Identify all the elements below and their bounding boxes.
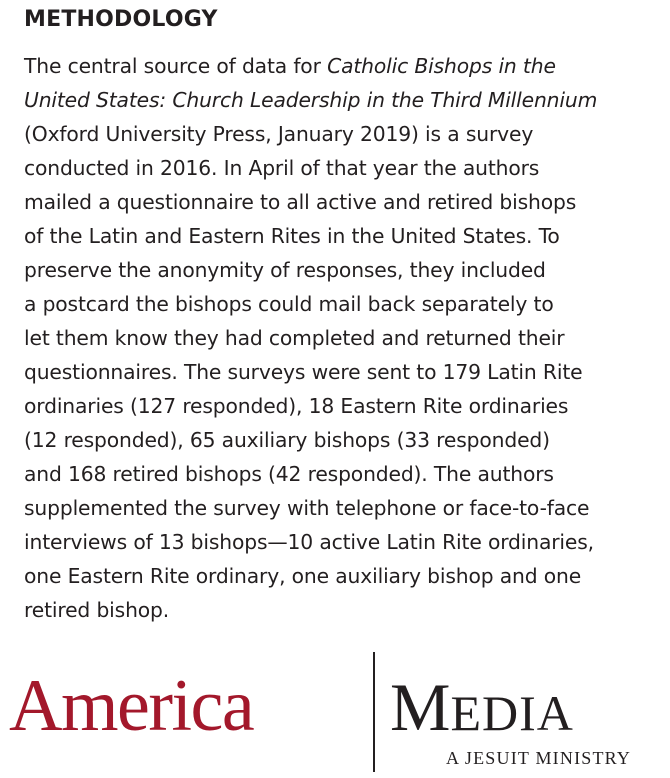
text-line [24, 491, 654, 525]
text-run: questionnaires. The surveys were sent to 179 Latin Rite [24, 360, 583, 384]
text-run: interviews of 13 bishops—10 active Latin Rite ordinaries, [24, 530, 594, 554]
text-line [24, 49, 654, 83]
text-line [24, 219, 654, 253]
text-run: preserve the anonymity of responses, they included [24, 258, 546, 282]
methodology-paragraph [24, 49, 654, 627]
section-heading: METHODOLOGY [24, 7, 218, 32]
book-title-text: Catholic Bishops in the [327, 54, 556, 78]
america-media-logo [0, 648, 670, 778]
text-line [24, 185, 654, 219]
text-run: ordinaries (127 responded), 18 Eastern Rite ordinaries [24, 394, 569, 418]
logo-media-rest: EDIA [450, 685, 574, 741]
text-run: and 168 retired bishops (42 responded). The authors [24, 462, 554, 486]
logo-media-initial: M [390, 669, 451, 745]
text-line [24, 593, 654, 627]
logo-divider [373, 652, 375, 772]
text-line [24, 83, 654, 117]
text-run: (Oxford University Press, January 2019) is a survey [24, 122, 534, 146]
text-line [24, 151, 654, 185]
text-run: retired bishop. [24, 598, 170, 622]
text-line [24, 423, 654, 457]
logo-brand-wordmark: America [9, 665, 254, 747]
text-line [24, 287, 654, 321]
text-line [24, 355, 654, 389]
text-run: conducted in 2016. In April of that year the authors [24, 156, 540, 180]
text-line [24, 253, 654, 287]
text-run: a postcard the bishops could mail back separately to [24, 292, 554, 316]
book-title-text: United States: Church Leadership in the Third Millennium [24, 88, 598, 112]
text-line [24, 321, 654, 355]
text-line [24, 559, 654, 593]
text-line [24, 457, 654, 491]
text-line [24, 117, 654, 151]
text-run: one Eastern Rite ordinary, one auxiliary bishop and one [24, 564, 582, 588]
text-run: mailed a questionnaire to all active and retired bishops [24, 190, 577, 214]
text-line [24, 389, 654, 423]
text-run: let them know they had completed and returned their [24, 326, 565, 350]
text-run: of the Latin and Eastern Rites in the United States. To [24, 224, 560, 248]
logo-tagline: A JESUIT MINISTRY [446, 748, 632, 768]
text-run: supplemented the survey with telephone or face-to-face [24, 496, 590, 520]
text-run: (12 responded), 65 auxiliary bishops (33 responded) [24, 428, 550, 452]
text-run: The central source of data for [24, 54, 328, 78]
text-line [24, 525, 654, 559]
